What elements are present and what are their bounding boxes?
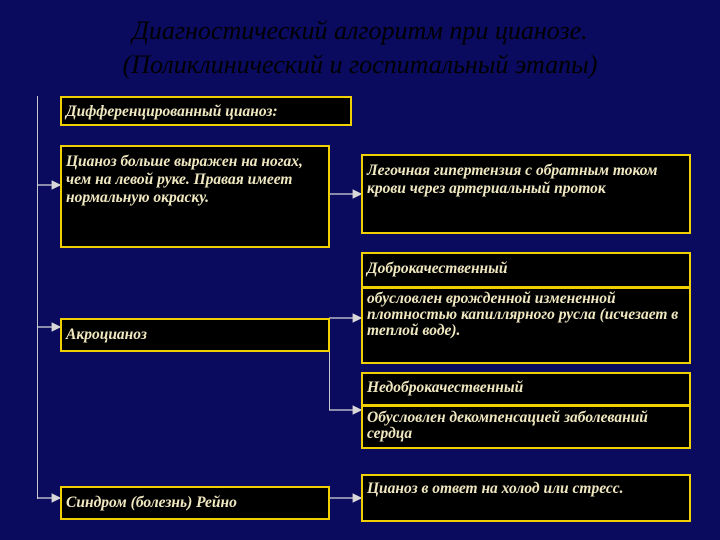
malignant-desc-box — [361, 405, 691, 449]
malignant-desc-text: Обусловлен декомпенсацией заболеваний сердца — [367, 409, 648, 442]
raynaud-desc-box — [361, 474, 691, 522]
benign-desc-box — [361, 287, 691, 364]
pulmonary-hypertension-box — [361, 154, 691, 234]
acrocyanosis-box — [60, 318, 330, 352]
benign-desc-text: обусловлен врожденной измененной плотностью капиллярного русла (исчезает в теплой воде). — [367, 290, 679, 339]
raynaud-box — [60, 486, 330, 520]
differentiated-cyanosis-label: Дифференцированный цианоз: — [66, 103, 278, 120]
differentiated-cyanosis-box — [60, 96, 352, 126]
malignant-title-box — [361, 372, 691, 406]
raynaud-desc-text: Цианоз в ответ на холод или стресс. — [367, 480, 624, 497]
pulmonary-hypertension-text: Легочная гипертензия с обратным током крови через артериальный проток — [367, 162, 658, 197]
raynaud-text: Синдром (болезнь) Рейно — [66, 494, 237, 511]
title-line-2: (Поликлинический и госпитальный этапы) — [122, 50, 598, 79]
benign-title-text: Доброкачественный — [367, 260, 508, 277]
malignant-title-text: Недоброкачественный — [367, 379, 524, 396]
legs-cyanosis-text: Цианоз больше выражен на ногах, чем на левой руке. Правая имеет нормальную окраску. — [66, 153, 303, 206]
acrocyanosis-text: Акроцианоз — [66, 326, 147, 343]
title-line-1: Диагностический алгоритм при цианозе. — [132, 16, 588, 45]
benign-title-box — [361, 252, 691, 288]
legs-cyanosis-box — [60, 145, 330, 248]
